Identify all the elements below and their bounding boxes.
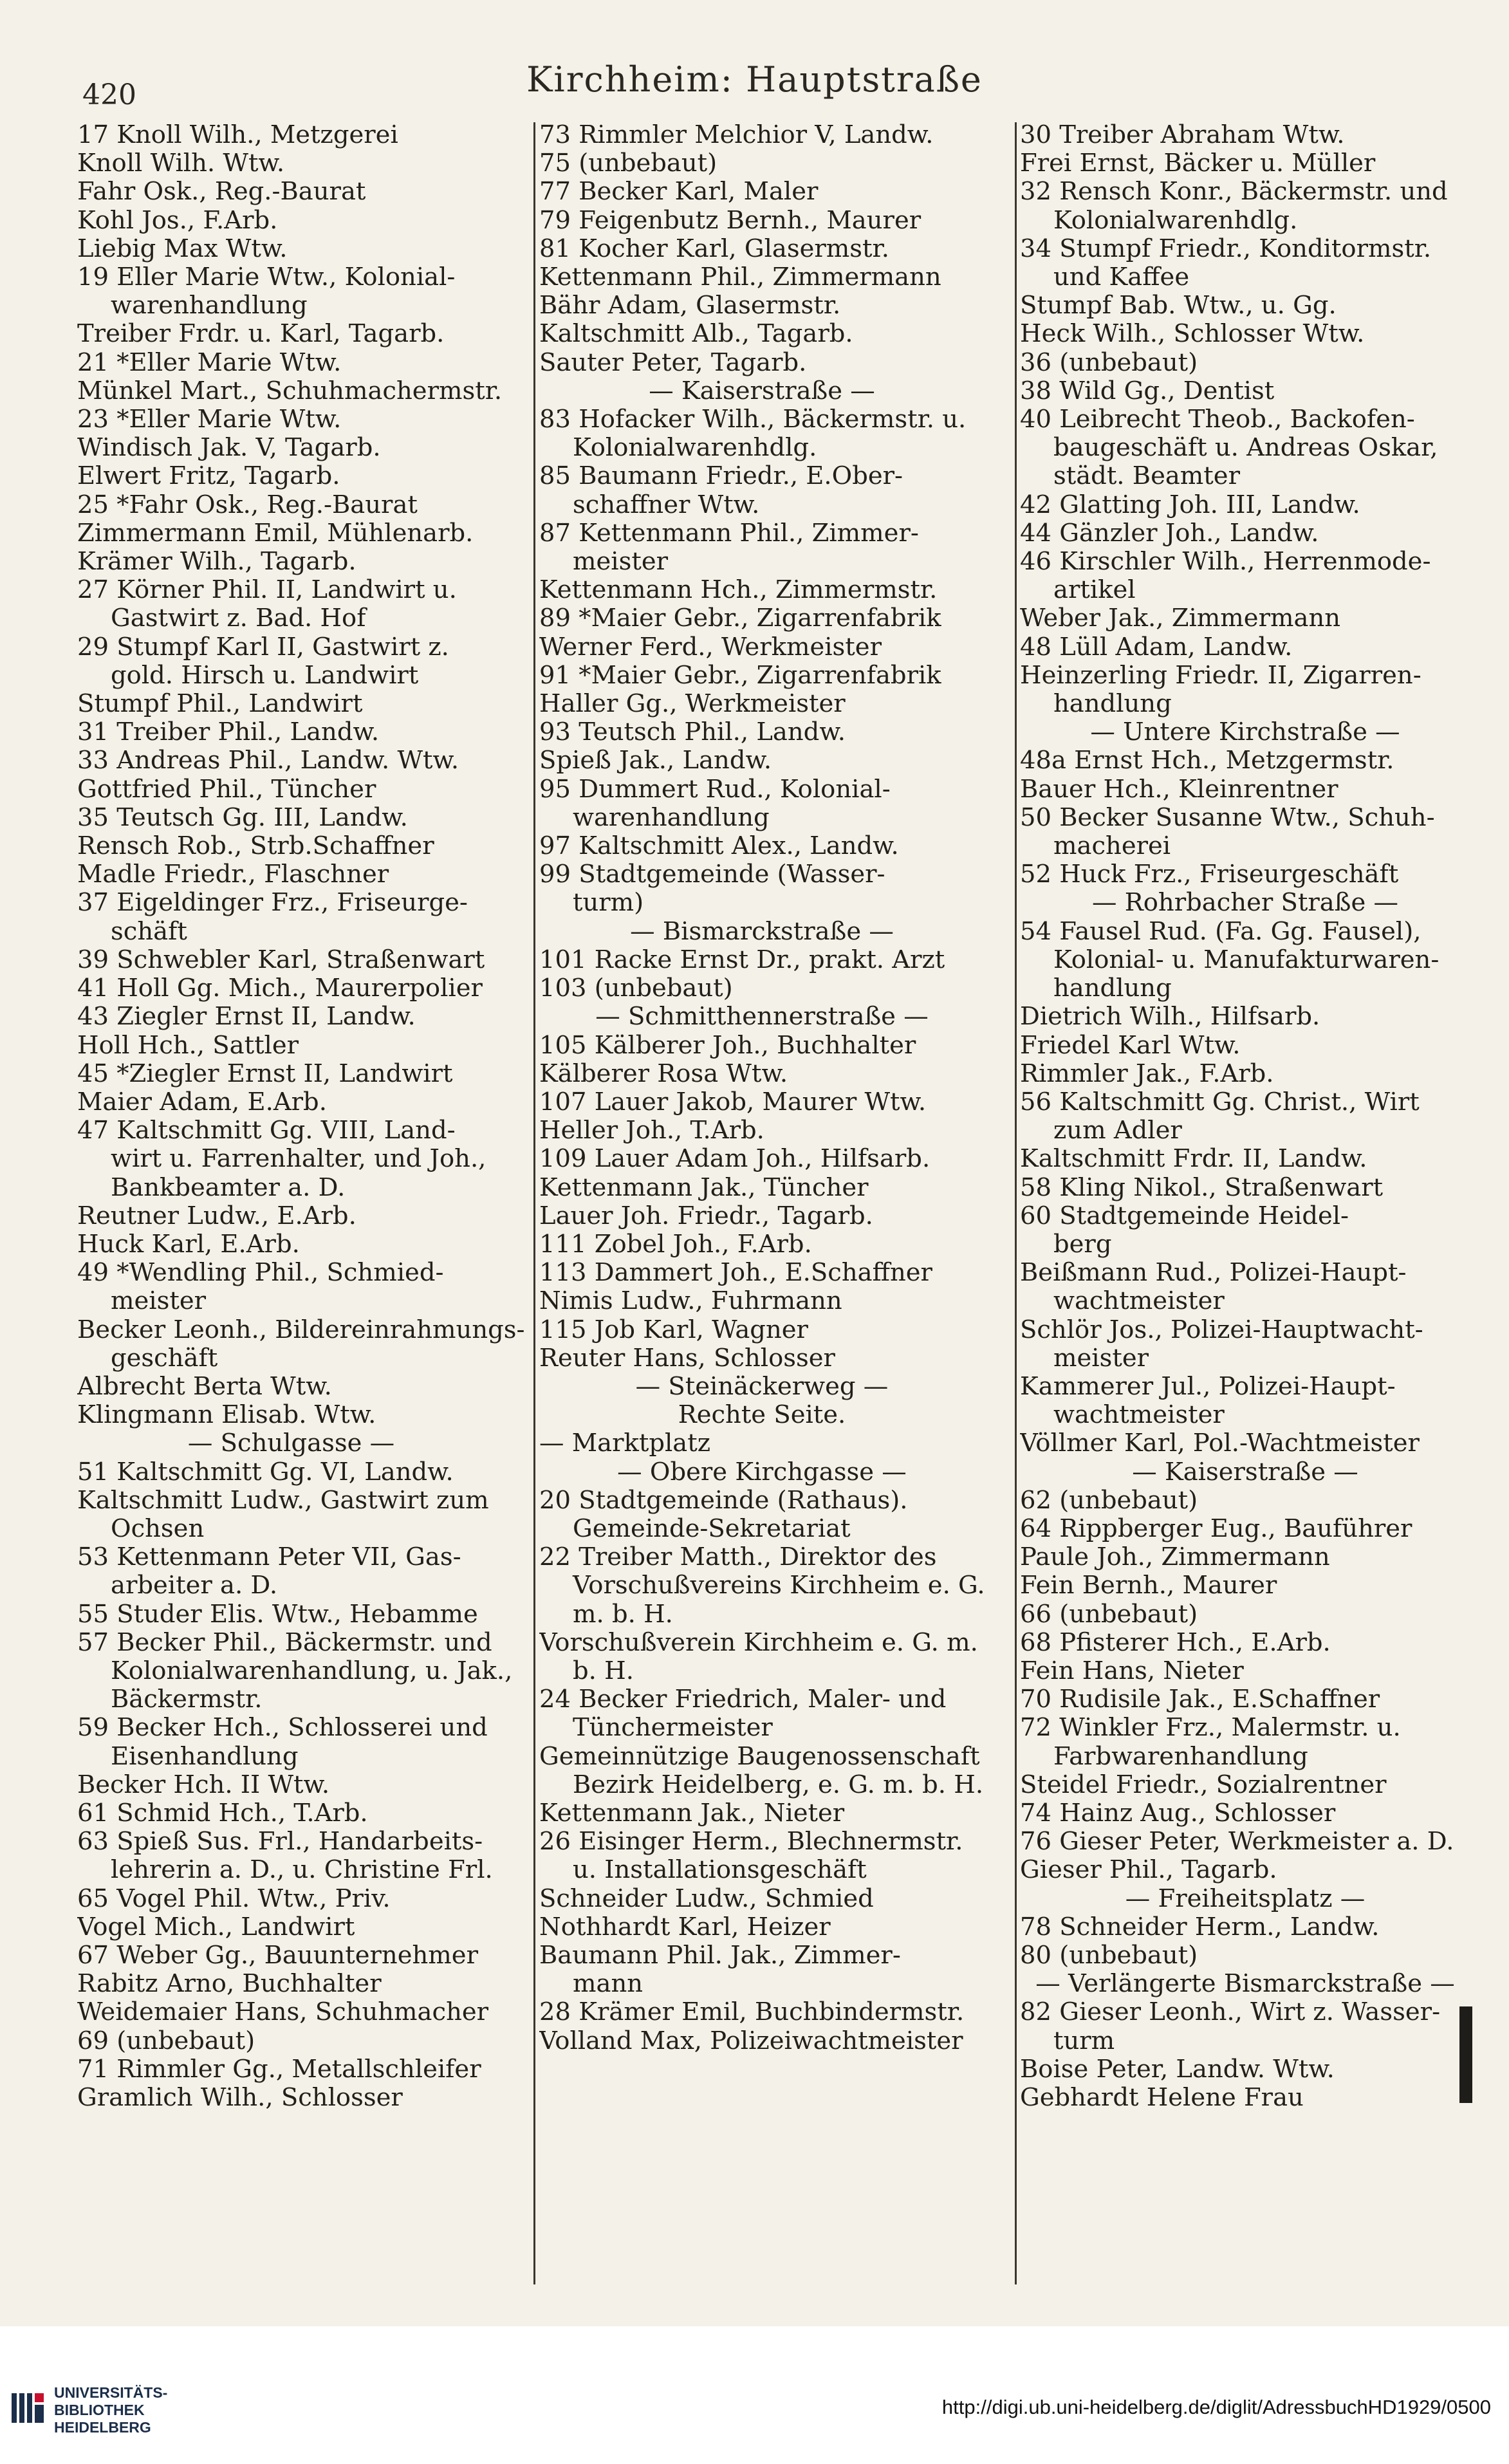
directory-entry-numbered: 81 Kocher Karl, Glasermstr. <box>539 234 889 263</box>
directory-entry-numbered: 33 Andreas Phil., Landw. Wtw. <box>77 746 459 775</box>
directory-entry-numbered: 77 Becker Karl, Maler <box>539 177 819 207</box>
directory-entry: Albrecht Berta Wtw. <box>77 1371 332 1401</box>
directory-entry: Paule Joh., Zimmermann <box>1020 1542 1330 1572</box>
directory-entry-numbered: 44 Gänzler Joh., Landw. <box>1020 518 1319 548</box>
directory-entry: Zimmermann Emil, Mühlenarb. <box>77 518 474 548</box>
directory-entry-continuation: handlung <box>1053 974 1172 1003</box>
directory-entry: Kettenmann Jak., Tüncher <box>539 1172 869 1202</box>
directory-entry-numbered: 72 Winkler Frz., Malermstr. u. <box>1020 1713 1401 1743</box>
directory-entry: Windisch Jak. V, Tagarb. <box>77 433 381 463</box>
directory-entry: Fahr Osk., Reg.-Baurat <box>77 177 366 207</box>
directory-entry-continuation: Gemeinde-Sekretariat <box>573 1514 851 1543</box>
directory-entry-continuation: turm) <box>573 888 644 918</box>
directory-entry: Kohl Jos., F.Arb. <box>77 205 278 235</box>
university-library-logo-icon <box>9 2389 46 2427</box>
street-heading: Rechte Seite. <box>678 1400 846 1430</box>
directory-entry-numbered: 58 Kling Nikol., Straßenwart <box>1020 1172 1384 1202</box>
directory-entry-numbered: 71 Rimmler Gg., Metallschleifer <box>77 2054 481 2084</box>
directory-entry: Fein Hans, Nieter <box>1020 1656 1244 1685</box>
directory-entry-numbered: 105 Kälberer Joh., Buchhalter <box>539 1030 916 1060</box>
directory-entry: Schlör Jos., Polizei-Hauptwacht- <box>1020 1315 1423 1344</box>
directory-entry-numbered: 70 Rudisile Jak., E.Schaffner <box>1020 1685 1380 1714</box>
directory-entry: Nothhardt Karl, Heizer <box>539 1912 831 1941</box>
directory-entry-continuation: lehrerin a. D., u. Christine Frl. <box>111 1855 493 1885</box>
directory-entry: Heck Wilh., Schlosser Wtw. <box>1020 319 1365 349</box>
street-heading: — Bismarckstraße — <box>630 916 894 946</box>
street-heading: — Steinäckerweg — <box>635 1371 889 1401</box>
directory-entry-numbered: 69 (unbebaut) <box>77 2026 255 2055</box>
directory-entry-numbered: 47 Kaltschmitt Gg. VIII, Land- <box>77 1116 456 1145</box>
library-name-line: UNIVERSITÄTS- <box>54 2384 168 2401</box>
directory-entry: Beißmann Rud., Polizei-Haupt- <box>1020 1258 1407 1288</box>
directory-entry: Gebhardt Helene Frau <box>1020 2083 1304 2113</box>
directory-entry: Kaltschmitt Frdr. II, Landw. <box>1020 1144 1367 1174</box>
directory-entry: Holl Hch., Sattler <box>77 1030 299 1060</box>
directory-entry-numbered: 60 Stadtgemeinde Heidel- <box>1020 1201 1349 1230</box>
directory-entry-numbered: 55 Studer Elis. Wtw., Hebamme <box>77 1599 478 1629</box>
directory-entry-numbered: 67 Weber Gg., Bauunternehmer <box>77 1941 478 1970</box>
directory-entry-continuation: Kolonialwarenhdlg. <box>1053 205 1298 235</box>
directory-entry-continuation: Bankbeamter a. D. <box>111 1172 346 1202</box>
street-heading: — Freiheitsplatz — <box>1125 1884 1366 1913</box>
street-heading: — Untere Kirchstraße — <box>1090 718 1400 747</box>
directory-entry: Reutner Ludw., E.Arb. <box>77 1201 356 1230</box>
directory-entry: Werner Ferd., Werkmeister <box>539 632 882 662</box>
directory-entry-continuation: meister <box>573 547 669 577</box>
directory-entry: Gieser Phil., Tagarb. <box>1020 1855 1277 1885</box>
directory-entry: Liebig Max Wtw. <box>77 234 288 263</box>
directory-entry-numbered: 39 Schwebler Karl, Straßenwart <box>77 945 485 974</box>
directory-entry-numbered: 51 Kaltschmitt Gg. VI, Landw. <box>77 1457 454 1487</box>
column-divider <box>533 122 535 2284</box>
directory-entry: Treiber Frdr. u. Karl, Tagarb. <box>77 319 445 349</box>
directory-entry-numbered: 107 Lauer Jakob, Maurer Wtw. <box>539 1087 927 1116</box>
directory-entry-numbered: 38 Wild Gg., Dentist <box>1020 376 1275 405</box>
directory-column-left <box>77 121 531 2302</box>
directory-entry-numbered: 17 Knoll Wilh., Metzgerei <box>77 121 398 149</box>
directory-entry-continuation: Farbwarenhandlung <box>1053 1741 1308 1771</box>
directory-entry-numbered: 59 Becker Hch., Schlosserei und <box>77 1713 488 1743</box>
directory-entry: Lauer Joh. Friedr., Tagarb. <box>539 1201 873 1230</box>
directory-entry-continuation: gold. Hirsch u. Landwirt <box>111 660 419 690</box>
directory-entry: Becker Hch. II Wtw. <box>77 1770 330 1799</box>
street-heading: — Obere Kirchgasse — <box>617 1457 907 1487</box>
street-heading: — Kaiserstraße — <box>1132 1457 1358 1487</box>
directory-entry-numbered: 68 Pfisterer Hch., E.Arb. <box>1020 1627 1331 1657</box>
directory-entry-continuation: macherei <box>1053 831 1171 861</box>
street-heading: — Kaiserstraße — <box>649 376 875 405</box>
directory-entry-numbered: 24 Becker Friedrich, Maler- und <box>539 1685 947 1714</box>
directory-entry: Elwert Fritz, Tagarb. <box>77 461 340 491</box>
directory-entry-continuation: Tünchermeister <box>573 1713 773 1743</box>
directory-entry-continuation: Bäckermstr. <box>111 1685 263 1714</box>
directory-entry: Kaltschmitt Ludw., Gastwirt zum <box>77 1485 489 1515</box>
directory-entry-numbered: 62 (unbebaut) <box>1020 1485 1198 1515</box>
directory-entry: Weidemaier Hans, Schuhmacher <box>77 1997 489 2027</box>
directory-entry-numbered: 95 Dummert Rud., Kolonial- <box>539 774 891 804</box>
library-name-line: HEIDELBERG <box>54 2419 151 2436</box>
directory-entry: Kammerer Jul., Polizei-Haupt- <box>1020 1371 1396 1401</box>
directory-entry-numbered: 74 Hainz Aug., Schlosser <box>1020 1798 1336 1828</box>
directory-entry-numbered: 46 Kirschler Wilh., Herrenmode- <box>1020 547 1431 577</box>
directory-entry-continuation: wachtmeister <box>1053 1286 1225 1316</box>
directory-entry: Kettenmann Jak., Nieter <box>539 1798 845 1828</box>
directory-entry: Rimmler Jak., F.Arb. <box>1020 1059 1274 1088</box>
directory-entry-continuation: Gastwirt z. Bad. Hof <box>111 604 366 633</box>
directory-entry-numbered: 115 Job Karl, Wagner <box>539 1315 808 1344</box>
directory-entry-numbered: 48a Ernst Hch., Metzgermstr. <box>1020 746 1394 775</box>
directory-entry-numbered: 53 Kettenmann Peter VII, Gas- <box>77 1542 461 1572</box>
directory-entry-continuation: städt. Beamter <box>1053 461 1240 491</box>
directory-entry: Friedel Karl Wtw. <box>1020 1030 1241 1060</box>
directory-entry: Rabitz Arno, Buchhalter <box>77 1969 382 1999</box>
directory-entry-numbered: 37 Eigeldinger Frz., Friseurge- <box>77 888 468 918</box>
directory-entry-continuation: Bezirk Heidelberg, e. G. m. b. H. <box>573 1770 984 1799</box>
directory-entry-continuation: u. Installationsgeschäft <box>573 1855 867 1885</box>
directory-entry: Münkel Mart., Schuhmachermstr. <box>77 376 503 405</box>
directory-entry-continuation: artikel <box>1053 575 1136 605</box>
directory-entry: Volland Max, Polizeiwachtmeister <box>539 2026 963 2055</box>
directory-entry: Boise Peter, Landw. Wtw. <box>1020 2054 1335 2084</box>
directory-entry: Fein Bernh., Maurer <box>1020 1571 1277 1600</box>
directory-entry-continuation: warenhandlung <box>111 291 308 320</box>
directory-entry: Becker Leonh., Bildereinrahmungs- <box>77 1315 525 1344</box>
directory-entry: Gramlich Wilh., Schlosser <box>77 2083 403 2113</box>
directory-entry: Heller Joh., T.Arb. <box>539 1116 764 1145</box>
directory-entry-continuation: Kolonial- u. Manufakturwaren- <box>1053 945 1440 974</box>
directory-entry-continuation: geschäft <box>111 1343 218 1373</box>
directory-entry-numbered: 73 Rimmler Melchior V, Landw. <box>539 121 934 149</box>
directory-entry: Kettenmann Phil., Zimmermann <box>539 263 941 292</box>
directory-entry-continuation: und Kaffee <box>1053 263 1190 292</box>
directory-entry-numbered: 41 Holl Gg. Mich., Maurerpolier <box>77 974 483 1003</box>
street-heading: — Schmitthennerstraße — <box>595 1002 929 1032</box>
directory-entry: Spieß Jak., Landw. <box>539 746 772 775</box>
directory-entry-numbered: 61 Schmid Hch., T.Arb. <box>77 1798 368 1828</box>
directory-entry-numbered: 78 Schneider Herm., Landw. <box>1020 1912 1380 1941</box>
directory-entry-continuation: b. H. <box>573 1656 634 1685</box>
directory-entry: Steidel Friedr., Sozialrentner <box>1020 1770 1387 1799</box>
directory-entry-continuation: mann <box>573 1969 643 1999</box>
directory-entry-continuation: wachtmeister <box>1053 1400 1225 1430</box>
directory-entry-numbered: 91 *Maier Gebr., Zigarrenfabrik <box>539 660 941 690</box>
directory-entry-continuation: arbeiter a. D. <box>111 1571 278 1600</box>
directory-entry-numbered: 65 Vogel Phil. Wtw., Priv. <box>77 1884 391 1913</box>
directory-entry-numbered: 63 Spieß Sus. Frl., Handarbeits- <box>77 1827 483 1857</box>
directory-column-right <box>1020 121 1496 2302</box>
directory-entry-continuation: baugeschäft u. Andreas Oskar, <box>1053 433 1438 463</box>
directory-entry: Bauer Hch., Kleinrentner <box>1020 774 1338 804</box>
directory-entry: Huck Karl, E.Arb. <box>77 1229 300 1259</box>
source-url-link[interactable]: http://digi.ub.uni-heidelberg.de/diglit/AdressbuchHD1929/0500 <box>941 2396 1491 2418</box>
directory-entry-continuation: schaffner Wtw. <box>573 490 760 519</box>
directory-entry: Nimis Ludw., Fuhrmann <box>539 1286 842 1316</box>
directory-entry-numbered: 87 Kettenmann Phil., Zimmer- <box>539 518 919 548</box>
directory-entry: Kälberer Rosa Wtw. <box>539 1059 788 1088</box>
directory-entry: Frei Ernst, Bäcker u. Müller <box>1020 149 1376 178</box>
directory-entry-numbered: 64 Rippberger Eug., Bauführer <box>1020 1514 1412 1543</box>
directory-entry-numbered: 19 Eller Marie Wtw., Kolonial- <box>77 263 456 292</box>
street-heading: — Verlängerte Bismarckstraße — <box>1035 1969 1455 1999</box>
directory-entry: Knoll Wilh. Wtw. <box>77 149 285 178</box>
directory-entry-numbered: 50 Becker Susanne Wtw., Schuh- <box>1020 802 1435 832</box>
directory-entry-numbered: 32 Rensch Konr., Bäckermstr. und <box>1020 177 1448 207</box>
directory-entry: Gemeinnützige Baugenossenschaft <box>539 1741 980 1771</box>
directory-entry-numbered: 23 *Eller Marie Wtw. <box>77 405 342 434</box>
column-divider <box>1015 122 1017 2284</box>
directory-entry-numbered: 28 Krämer Emil, Buchbindermstr. <box>539 1997 965 2027</box>
directory-entry: Kaltschmitt Alb., Tagarb. <box>539 319 853 349</box>
directory-entry-numbered: 56 Kaltschmitt Gg. Christ., Wirt <box>1020 1087 1420 1116</box>
directory-entry-continuation: Vorschußvereins Kirchheim e. G. <box>573 1571 985 1600</box>
directory-entry: Stumpf Bab. Wtw., u. Gg. <box>1020 291 1337 320</box>
directory-entry-continuation: Ochsen <box>111 1514 205 1543</box>
directory-entry-numbered: 97 Kaltschmitt Alex., Landw. <box>539 831 899 861</box>
directory-entry: Reuter Hans, Schlosser <box>539 1343 835 1373</box>
directory-entry-numbered: 79 Feigenbutz Bernh., Maurer <box>539 205 921 235</box>
directory-entry: Haller Gg., Werkmeister <box>539 689 846 719</box>
directory-entry-numbered: 30 Treiber Abraham Wtw. <box>1020 121 1345 149</box>
directory-entry: Madle Friedr., Flaschner <box>77 860 389 889</box>
directory-entry-numbered: 26 Eisinger Herm., Blechnermstr. <box>539 1827 963 1857</box>
directory-column-middle <box>539 121 1010 2302</box>
directory-entry: Gottfried Phil., Tüncher <box>77 774 376 804</box>
directory-entry-numbered: 111 Zobel Joh., F.Arb. <box>539 1229 812 1259</box>
directory-entry-numbered: 57 Becker Phil., Bäckermstr. und <box>77 1627 492 1657</box>
directory-entry: Sauter Peter, Tagarb. <box>539 347 807 377</box>
directory-entry: Weber Jak., Zimmermann <box>1020 604 1341 633</box>
page-number: 420 <box>82 79 136 111</box>
directory-entry-continuation: meister <box>1053 1343 1149 1373</box>
directory-entry-numbered: 76 Gieser Peter, Werkmeister a. D. <box>1020 1827 1454 1857</box>
directory-entry-continuation: warenhandlung <box>573 802 770 832</box>
directory-entry-numbered: 99 Stadtgemeinde (Wasser- <box>539 860 885 889</box>
directory-entry-numbered: 34 Stumpf Friedr., Konditormstr. <box>1020 234 1432 263</box>
directory-entry: Maier Adam, E.Arb. <box>77 1087 327 1116</box>
directory-entry-continuation: Kolonialwarenhdlg. <box>573 433 817 463</box>
directory-entry-numbered: 103 (unbebaut) <box>539 974 733 1003</box>
directory-entry-numbered: 31 Treiber Phil., Landw. <box>77 718 380 747</box>
directory-entry-numbered: 85 Baumann Friedr., E.Ober- <box>539 461 903 491</box>
directory-entry-continuation: meister <box>111 1286 207 1316</box>
directory-entry-numbered: 36 (unbebaut) <box>1020 347 1198 377</box>
directory-entry-numbered: 40 Leibrecht Theob., Backofen- <box>1020 405 1415 434</box>
directory-entry: Heinzerling Friedr. II, Zigarren- <box>1020 660 1421 690</box>
directory-entry-numbered: 49 *Wendling Phil., Schmied- <box>77 1258 444 1288</box>
directory-entry: Dietrich Wilh., Hilfsarb. <box>1020 1002 1320 1032</box>
directory-entry-numbered: 20 Stadtgemeinde (Rathaus). <box>539 1485 908 1515</box>
directory-entry-numbered: 109 Lauer Adam Joh., Hilfsarb. <box>539 1144 930 1174</box>
directory-entry-numbered: 27 Körner Phil. II, Landwirt u. <box>77 575 457 605</box>
directory-entry-numbered: 21 *Eller Marie Wtw. <box>77 347 342 377</box>
directory-entry: Krämer Wilh., Tagarb. <box>77 547 356 577</box>
directory-entry-numbered: 80 (unbebaut) <box>1020 1941 1198 1970</box>
directory-entry-numbered: 113 Dammert Joh., E.Schaffner <box>539 1258 932 1288</box>
directory-entry-continuation: handlung <box>1053 689 1172 719</box>
directory-entry-numbered: 52 Huck Frz., Friseurgeschäft <box>1020 860 1399 889</box>
directory-entry-continuation: berg <box>1053 1229 1112 1259</box>
directory-entry: Rensch Rob., Strb.Schaffner <box>77 831 434 861</box>
directory-entry-continuation: turm <box>1053 2026 1115 2055</box>
margin-bracket-mark <box>1459 2006 1472 2103</box>
street-heading: — Rohrbacher Straße — <box>1092 888 1398 918</box>
directory-entry-numbered: 25 *Fahr Osk., Reg.-Baurat <box>77 490 418 519</box>
directory-entry: Vorschußverein Kirchheim e. G. m. <box>539 1627 978 1657</box>
directory-entry-numbered: 83 Hofacker Wilh., Bäckermstr. u. <box>539 405 967 434</box>
library-name-line: BIBLIOTHEK <box>54 2402 145 2418</box>
directory-entry: Vogel Mich., Landwirt <box>77 1912 355 1941</box>
directory-entry-continuation: zum Adler <box>1053 1116 1182 1145</box>
directory-entry-numbered: 22 Treiber Matth., Direktor des <box>539 1542 937 1572</box>
directory-entry-numbered: 48 Lüll Adam, Landw. <box>1020 632 1293 662</box>
directory-entry-numbered: 35 Teutsch Gg. III, Landw. <box>77 802 408 832</box>
directory-entry-numbered: 45 *Ziegler Ernst II, Landwirt <box>77 1059 453 1088</box>
directory-entry-numbered: 42 Glatting Joh. III, Landw. <box>1020 490 1360 519</box>
directory-entry-continuation: Eisenhandlung <box>111 1741 299 1771</box>
directory-entry-numbered: 93 Teutsch Phil., Landw. <box>539 718 846 747</box>
directory-entry-continuation: m. b. H. <box>573 1599 673 1629</box>
directory-entry-numbered: 89 *Maier Gebr., Zigarrenfabrik <box>539 604 941 633</box>
library-name <box>54 2384 167 2436</box>
directory-entry: Baumann Phil. Jak., Zimmer- <box>539 1941 901 1970</box>
directory-entry: Bähr Adam, Glasermstr. <box>539 291 841 320</box>
directory-entry: Schneider Ludw., Schmied <box>539 1884 874 1913</box>
directory-entry-numbered: 101 Racke Ernst Dr., prakt. Arzt <box>539 945 945 974</box>
street-heading: — Schulgasse — <box>187 1429 395 1458</box>
directory-entry-continuation: schäft <box>111 916 187 946</box>
directory-entry-continuation: wirt u. Farrenhalter, und Joh., <box>111 1144 486 1174</box>
directory-entry-numbered: 29 Stumpf Karl II, Gastwirt z. <box>77 632 449 662</box>
directory-entry-numbered: 75 (unbebaut) <box>539 149 717 178</box>
directory-entry-numbered: 66 (unbebaut) <box>1020 1599 1198 1629</box>
directory-entry: Stumpf Phil., Landwirt <box>77 689 363 719</box>
directory-entry-numbered: 54 Fausel Rud. (Fa. Gg. Fausel), <box>1020 916 1421 946</box>
directory-entry-numbered: 43 Ziegler Ernst II, Landw. <box>77 1002 416 1032</box>
directory-entry: — Marktplatz <box>539 1429 710 1458</box>
directory-entry-continuation: Kolonialwarenhandlung, u. Jak., <box>111 1656 513 1685</box>
viewer-footer <box>0 2326 1509 2464</box>
directory-entry-numbered: 82 Gieser Leonh., Wirt z. Wasser- <box>1020 1997 1441 2027</box>
directory-entry: Völlmer Karl, Pol.-Wachtmeister <box>1020 1429 1420 1458</box>
page-header: Kirchheim: Hauptstraße <box>526 59 983 100</box>
directory-entry: Kettenmann Hch., Zimmermstr. <box>539 575 938 605</box>
directory-entry: Klingmann Elisab. Wtw. <box>77 1400 376 1430</box>
